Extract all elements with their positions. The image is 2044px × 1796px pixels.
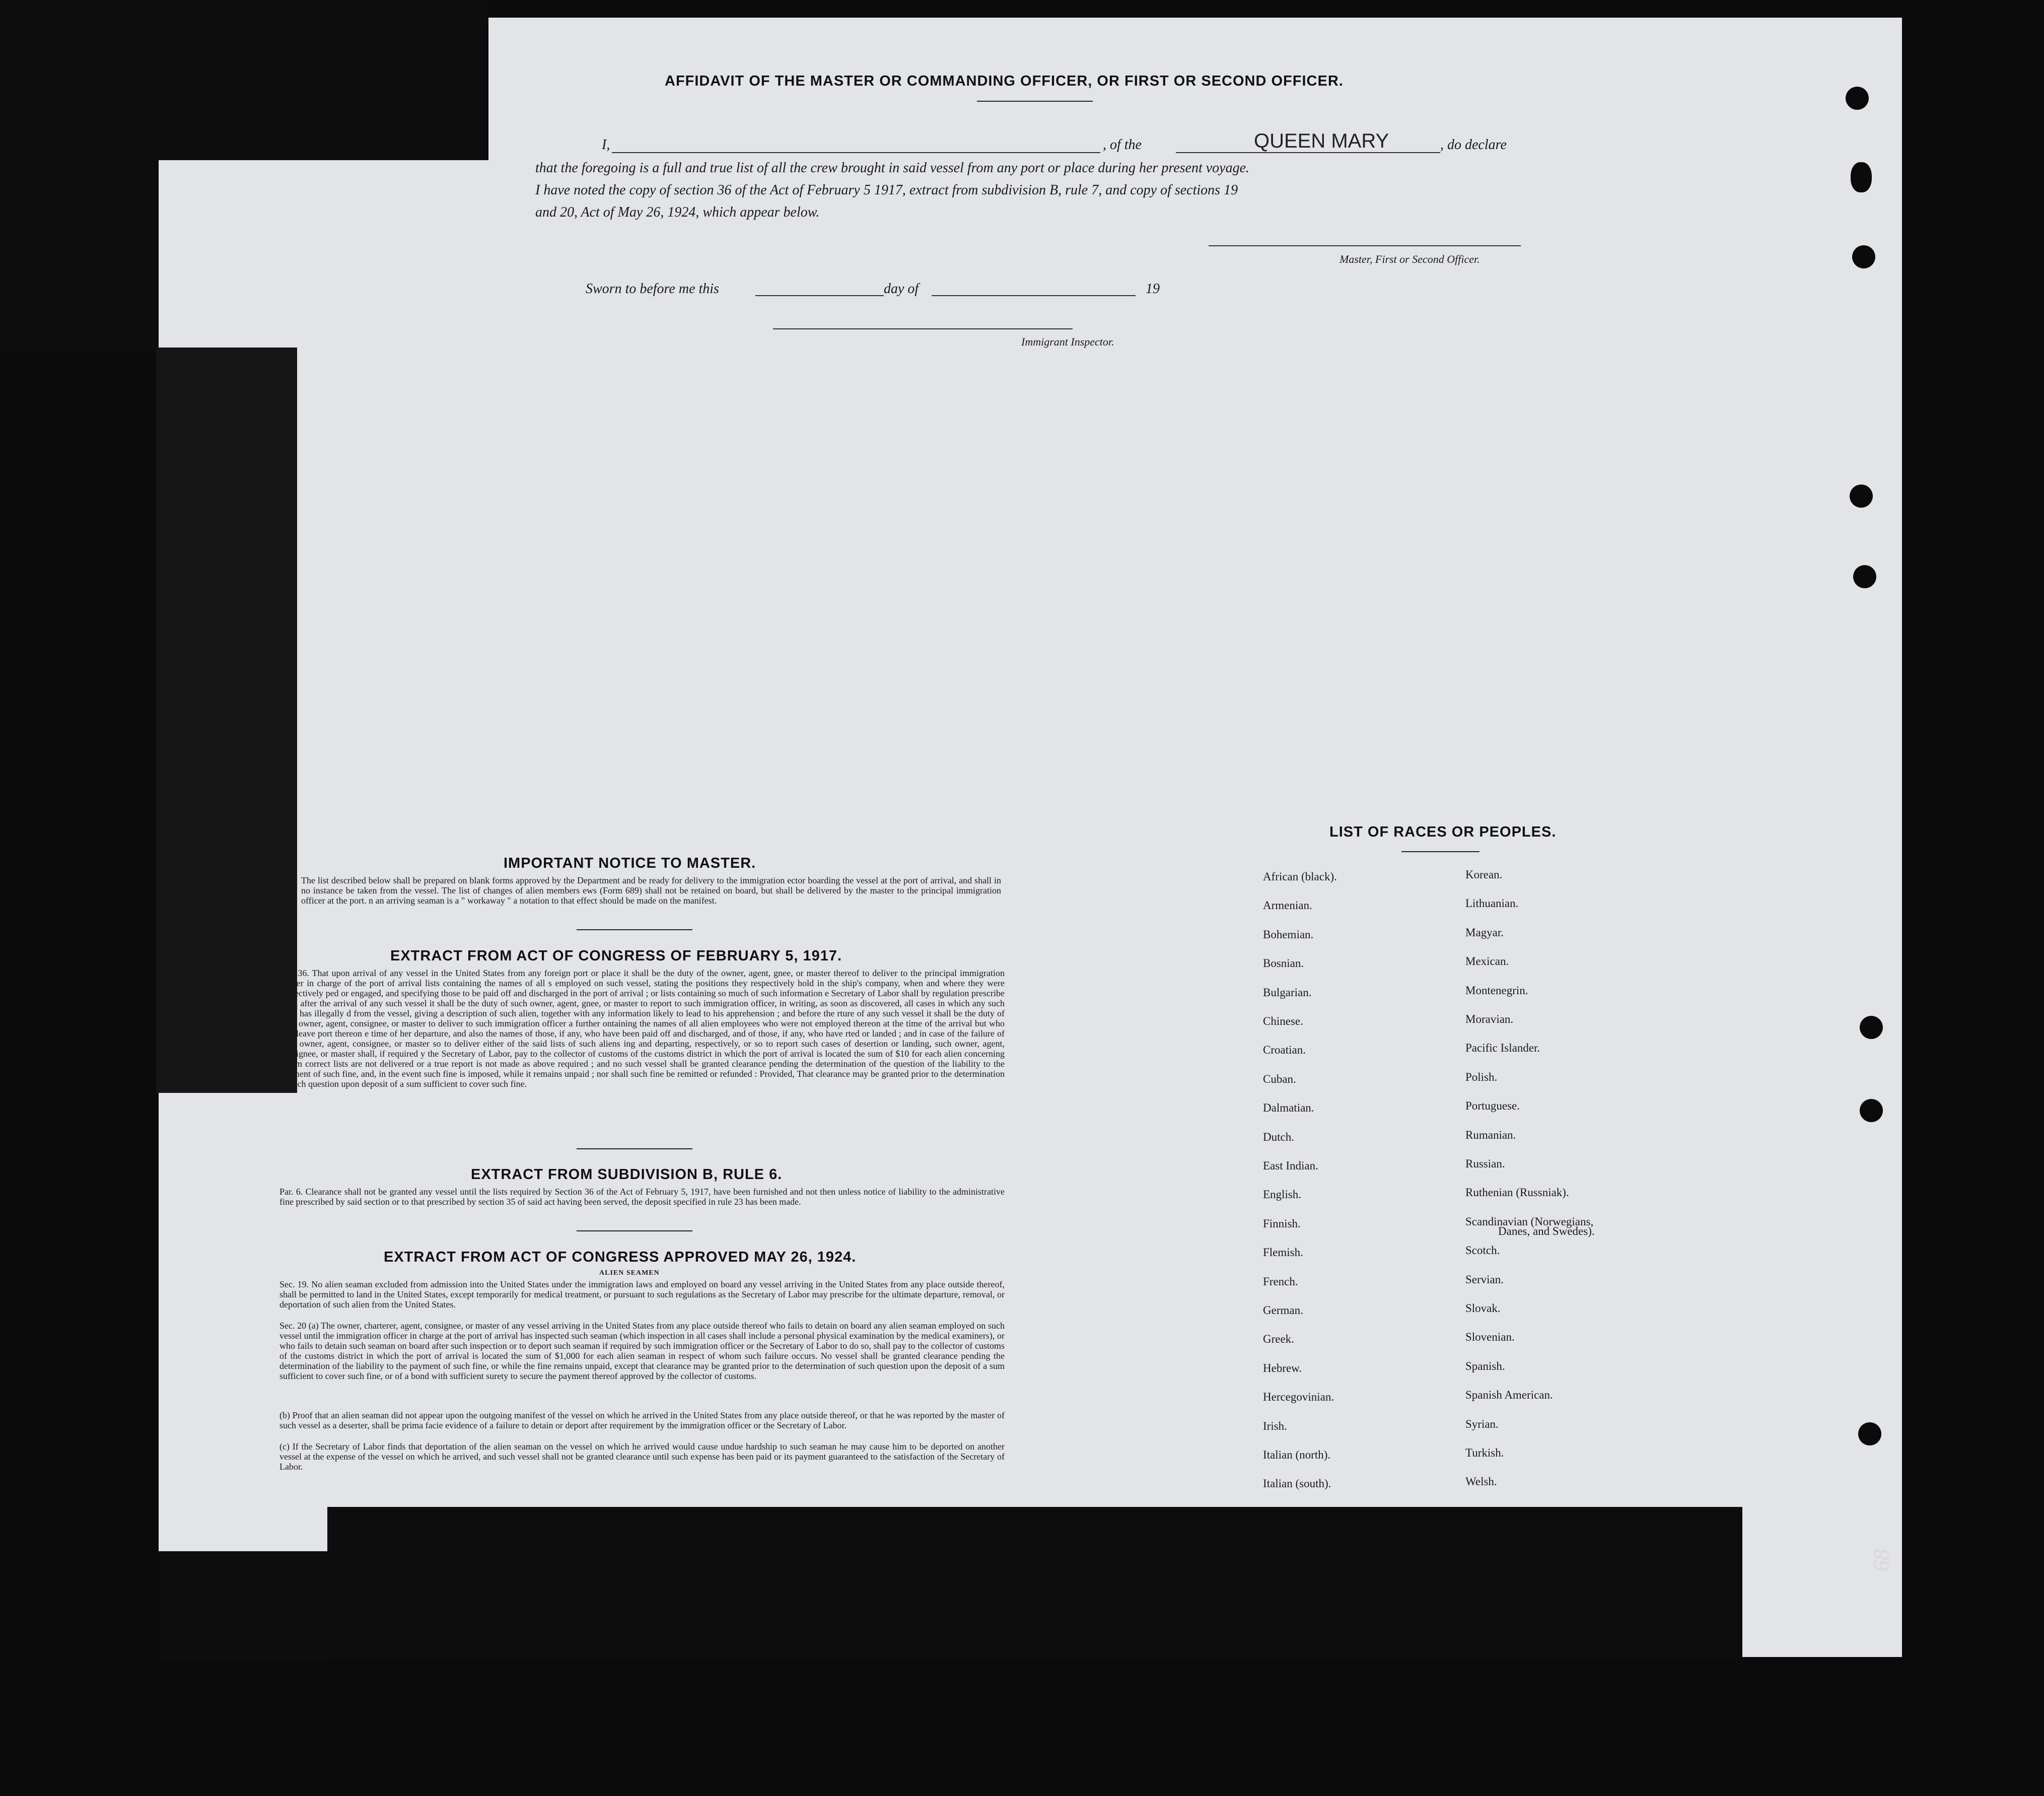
declarant-name-line xyxy=(612,152,1100,153)
affidavit-of-the: , of the xyxy=(1103,137,1142,153)
inspector-caption: Immigrant Inspector. xyxy=(1021,335,1114,348)
extract-1924-title: EXTRACT FROM ACT OF CONGRESS APPROVED MAY 26, 1924. xyxy=(384,1249,857,1265)
notice-body: The list described below shall be prepared on blank forms approved by the Department and be ready for delivery to the immigration ector boarding the vessel at the port of arrival, and shall in no instance be taken from the vessel. The list of changes of alien members ews (Form 689) shall not be retained on board, but shall be delivered by the master to the principal immigration officer at the port. n an arriving seaman is a " workaway " a notation to that effect should be made on the manifest. xyxy=(301,875,1001,906)
punch-hole xyxy=(1850,485,1873,508)
race-item: Rumanian. xyxy=(1465,1128,1516,1141)
race-item: Korean. xyxy=(1465,868,1503,881)
affidavit-line2: that the foregoing is a full and true list of all the crew brought in said vessel from any port or place during her present voyage. xyxy=(535,160,1250,176)
race-item: Portuguese. xyxy=(1465,1099,1520,1113)
notice-rule xyxy=(577,929,692,930)
race-item: English. xyxy=(1263,1188,1302,1201)
affidavit-line3: I have noted the copy of section 36 of the Act of February 5 1917, extract from subdivision B, rule 7, and copy of sections 19 xyxy=(535,182,1238,198)
vessel-name: QUEEN MARY xyxy=(1254,130,1389,152)
extract-1924-sec19: Sec. 19. No alien seaman excluded from admission into the United States under the immigration laws and employed on board any vessel arriving in the United States from any place outside thereof, shall be permitted to land in the United States, except temporarily for medical treatment, or pursuant to such regulations as the Secretary of Labor may prescribe for the ultimate departure, removal, or deportation of such alien from the United States. xyxy=(279,1279,1005,1309)
top-left-mask xyxy=(0,0,488,160)
punch-hole xyxy=(1852,245,1875,268)
race-item: African (black). xyxy=(1263,870,1337,883)
race-item: Syrian. xyxy=(1465,1417,1499,1430)
extract-1924-sec20a: Sec. 20 (a) The owner, charterer, agent, consignee, or master of any vessel arriving in the United States from any place outside thereof who fails to detain on board any alien seaman employed on such vessel until the immigration officer in charge at the port of arrival has inspected such seaman (which inspection in all cases shall include a personal physical examination by the medical examiners), or who fails to detain such seaman on board after such inspection or to deport such seaman if required by such immigration officer or the Secretary of Labor to do so, shall pay to the collector of customs of the customs district in which the port of arrival is located the sum of $1,000 for each alien seaman in respect of whom such failure occurs. No vessel shall be granted clearance pending the determination of the liability to the payment of such fine, or while the fine remains unpaid, except that clearance may be granted prior to the determination of such question upon the deposit of a sum sufficient to cover such fine, or of a bond with sufficient surety to secure the payment thereof approved by the collector of customs. xyxy=(279,1321,1005,1381)
race-item: Slovak. xyxy=(1465,1302,1501,1315)
sworn-start: Sworn to before me this xyxy=(586,281,719,297)
race-item: Armenian. xyxy=(1263,899,1312,912)
affidavit-do-declare: , do declare xyxy=(1440,137,1507,153)
punch-hole xyxy=(1860,1016,1883,1039)
race-item: Hercegovinian. xyxy=(1263,1391,1334,1404)
race-item: Mexican. xyxy=(1465,955,1509,968)
race-item: Dutch. xyxy=(1263,1130,1294,1143)
race-item: Russian. xyxy=(1465,1157,1505,1170)
race-item: Finnish. xyxy=(1263,1217,1301,1230)
race-item: Servian. xyxy=(1465,1273,1504,1286)
race-item: Welsh. xyxy=(1465,1475,1497,1488)
race-item: East Indian. xyxy=(1263,1159,1318,1172)
race-item: German. xyxy=(1263,1304,1303,1317)
race-item: French. xyxy=(1263,1275,1298,1288)
inspector-signature-line xyxy=(773,328,1073,329)
race-item: Slovenian. xyxy=(1465,1331,1515,1344)
extract-1917-title: EXTRACT FROM ACT OF CONGRESS OF FEBRUARY 5, 1917. xyxy=(390,948,842,964)
race-item: Scotch. xyxy=(1465,1244,1500,1257)
punch-hole xyxy=(1851,162,1872,192)
punch-hole xyxy=(1853,565,1876,588)
sworn-day-of: day of xyxy=(884,281,919,297)
race-item: Bosnian. xyxy=(1263,957,1304,970)
race-item: Spanish American. xyxy=(1465,1389,1553,1402)
races-title: LIST OF RACES OR PEOPLES. xyxy=(1329,824,1557,840)
race-item: Spanish. xyxy=(1465,1359,1505,1372)
extract-1917-rule xyxy=(577,1148,692,1149)
punch-hole xyxy=(1860,1099,1883,1122)
race-item: Montenegrin. xyxy=(1465,984,1528,997)
race-item: Italian (north). xyxy=(1263,1448,1331,1461)
affidavit-line1-i: I, xyxy=(602,137,610,153)
extract-1917-body: Sec. 36. That upon arrival of any vessel in the United States from any foreign port or place it shall be the duty of the owner, agent, gnee, or master thereof to deliver to the principal immigration officer in charge of the port of arrival lists containing the names of all s employed on such vessel, stating the positions they respectively hold in the ship's company, when and where they were respectively ped or engaged, and specifying those to be paid off and discharged in the port of arrival ; or lists containing so much of such information e Secretary of Labor shall by regulation prescribe ; and after the arrival of any such vessel it shall be the duty of such owner, agent, gnee, or master to report to such immigration officer, in writing, as soon as discovered, all cases in which any such alien has illegally d from the vessel, giving a description of such alien, together with any information likely to lead to his apprehension ; and before the rture of any such vessel it shall be the duty of such owner, agent, consignee, or master to deliver to such immigration officer a further ontaining the names of all alien employees who were not employed thereon at the time of the arrival but who will leave port thereon e time of her departure, and also the names of those, if any, who have been paid off and discharged, and of those, if any, who have rted or landed ; and in case of the failure of such owner, agent, consignee, or master so to deliver either of the said lists of such aliens ing and departing, respectively, or so to report such cases of desertion or landing, such owner, agent, consignee, or master shall, if required y the Secretary of Labor, pay to the collector of customs of the customs district in which the port of arrival is located the sum of $10 for each alien concerning whom correct lists are not delivered or a true report is not made as above required ; and no such vessel shall be granted clearance pending the determination of the question of the liability to the payment of such fine, and, in the event such fine is imposed, while it remains unpaid ; nor shall such fine be remitted or refunded : Provided, That clearance may be granted prior to the determination of such question upon deposit of a sum sufficient to cover such fine. xyxy=(279,968,1005,1089)
race-item: Croatian. xyxy=(1263,1044,1306,1057)
affidavit-title-rule xyxy=(977,101,1093,102)
race-item: Cuban. xyxy=(1263,1072,1296,1085)
race-item: Irish. xyxy=(1263,1419,1287,1432)
races-rule xyxy=(1401,851,1479,852)
extract-1924-sec20b: (b) Proof that an alien seaman did not appear upon the outgoing manifest of the vessel on which he arrived in the United States from any place outside thereof, or that he was reported by the master of such vessel as a deserter, shall be prima facie evidence of a failure to detain or deport after requirement by the immigration officer or the Secretary of Labor. xyxy=(279,1410,1005,1430)
sworn-day-line xyxy=(755,295,884,296)
race-item: Pacific Islander. xyxy=(1465,1042,1540,1055)
page-number: 68 xyxy=(1869,1549,1893,1571)
sworn-year: 19 xyxy=(1146,281,1160,297)
notice-title: IMPORTANT NOTICE TO MASTER. xyxy=(504,855,756,871)
bottom-mask xyxy=(327,1507,1742,1658)
race-item: Hebrew. xyxy=(1263,1361,1302,1374)
race-item: Bulgarian. xyxy=(1263,986,1312,999)
race-item: Flemish. xyxy=(1263,1246,1303,1259)
race-item: Danes, and Swedes). xyxy=(1498,1225,1595,1237)
extract-rule6-rule xyxy=(577,1230,692,1231)
bottom-left-corner xyxy=(159,1551,327,1662)
affidavit-title: AFFIDAVIT OF THE MASTER OR COMMANDING OFFICER, OR FIRST OR SECOND OFFICER. xyxy=(665,73,1344,89)
race-item: Moravian. xyxy=(1465,1013,1514,1025)
race-item: Lithuanian. xyxy=(1465,897,1519,910)
race-item: Dalmatian. xyxy=(1263,1101,1314,1115)
race-item: Magyar. xyxy=(1465,926,1504,939)
race-item: Ruthenian (Russniak). xyxy=(1465,1186,1569,1199)
punch-hole xyxy=(1846,87,1869,110)
left-mask-upper xyxy=(0,151,159,353)
race-item: Turkish. xyxy=(1465,1446,1504,1459)
affidavit-line4: and 20, Act of May 26, 1924, which appear below. xyxy=(535,204,820,220)
extract-1924-sec20c: (c) If the Secretary of Labor finds that deportation of the alien seaman on the vessel on which he arrived would cause undue hardship to such seaman he may cause him to be deported on another vessel at the expense of the vessel on which he arrived, and such vessel shall not be granted clearance until such expense has been paid or its payment guaranteed to the satisfaction of the Secretary of Labor. xyxy=(279,1441,1005,1472)
sworn-month-line xyxy=(932,295,1136,296)
race-item: Italian (south). xyxy=(1263,1477,1331,1490)
race-item: Greek. xyxy=(1263,1333,1294,1346)
race-item: Chinese. xyxy=(1263,1015,1303,1027)
master-caption: Master, First or Second Officer. xyxy=(1340,253,1480,265)
extract-rule6-body: Par. 6. Clearance shall not be granted any vessel until the lists required by Section 36 of the Act of February 5, 1917, have been furnished and not then unless notice of liability to the administrative fine prescribed by said section or to that prescribed by section 35 of said act having been served, the deposit specified in rule 23 has been made. xyxy=(279,1187,1005,1207)
race-item: Bohemian. xyxy=(1263,928,1314,941)
punch-hole xyxy=(1858,1422,1881,1445)
race-item: Polish. xyxy=(1465,1070,1498,1083)
race-item: Scandinavian (Norwegians, xyxy=(1465,1215,1594,1228)
master-signature-line xyxy=(1209,245,1521,246)
left-tape-strip xyxy=(156,348,297,1093)
extract-rule6-title: EXTRACT FROM SUBDIVISION B, RULE 6. xyxy=(471,1166,783,1183)
extract-1924-subtitle: ALIEN SEAMEN xyxy=(599,1269,660,1277)
